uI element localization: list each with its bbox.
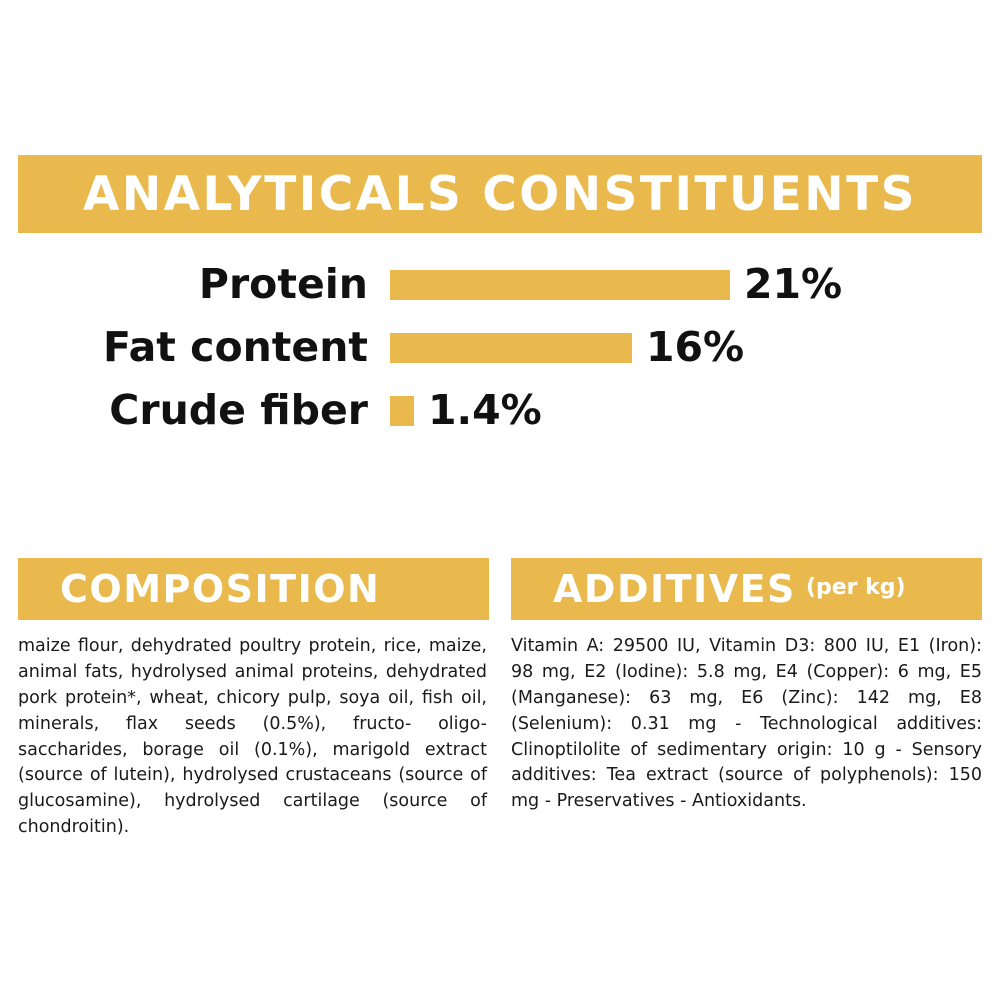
composition-text: maize flour, dehydrated poultry protein, rice, maize, animal fats, hydrolysed animal proteins, dehydrated pork protein*, wheat, chicory pulp, soya oil, fish oil, minerals, flax seeds (0.5%), fructo- oligo-saccharides, borage oil (0.1%), marigold extract (source of lutein), hydrolysed crustaceans (source of glucosamine), hydrolysed cartilage (source of chondroitin). [18, 636, 487, 838]
chart-category-label: Crude fiber [109, 386, 368, 434]
chart-bar-group [390, 323, 745, 371]
chart-row [68, 253, 982, 316]
composition-section [18, 558, 489, 859]
chart-bar-group [390, 386, 542, 434]
additives-section [511, 558, 982, 859]
composition-title: COMPOSITION [60, 567, 381, 611]
chart-value-label: 21% [744, 260, 843, 308]
details-columns [18, 558, 982, 859]
chart-value-label: 1.4% [428, 386, 542, 434]
chart-row [68, 316, 982, 379]
chart-row [68, 379, 982, 442]
analyticals-header-band [18, 155, 982, 233]
chart-value-label: 16% [646, 323, 745, 371]
analyticals-section [18, 155, 982, 442]
chart-bar [390, 396, 414, 426]
additives-title: ADDITIVES [553, 567, 796, 611]
composition-header-band [18, 558, 489, 620]
chart-bar [390, 333, 632, 363]
analyticals-title: ANALYTICALS CONSTITUENTS [82, 166, 918, 222]
additives-subtitle: (per kg) [805, 575, 906, 600]
analyticals-bar-chart [18, 253, 982, 442]
additives-header-band [511, 558, 982, 620]
chart-category-label: Fat content [103, 323, 368, 371]
chart-category-label: Protein [198, 260, 368, 308]
chart-bar-group [390, 260, 843, 308]
chart-bar [390, 270, 730, 300]
additives-text: Vitamin A: 29500 IU, Vitamin D3: 800 IU, E1 (Iron): 98 mg, E2 (Iodine): 5.8 mg, E4 (Copper): 6 mg, E5 (Manganese): 63 mg, E6 (Zinc): 142 mg, E8 (Selenium): 0.31 mg - Technological additives: Clinoptilolite of sedimentary origin: 10 g - Sensory additives: Tea extract (source of polyphenols): 150 mg - Preservatives - Antioxidants. [511, 636, 982, 812]
